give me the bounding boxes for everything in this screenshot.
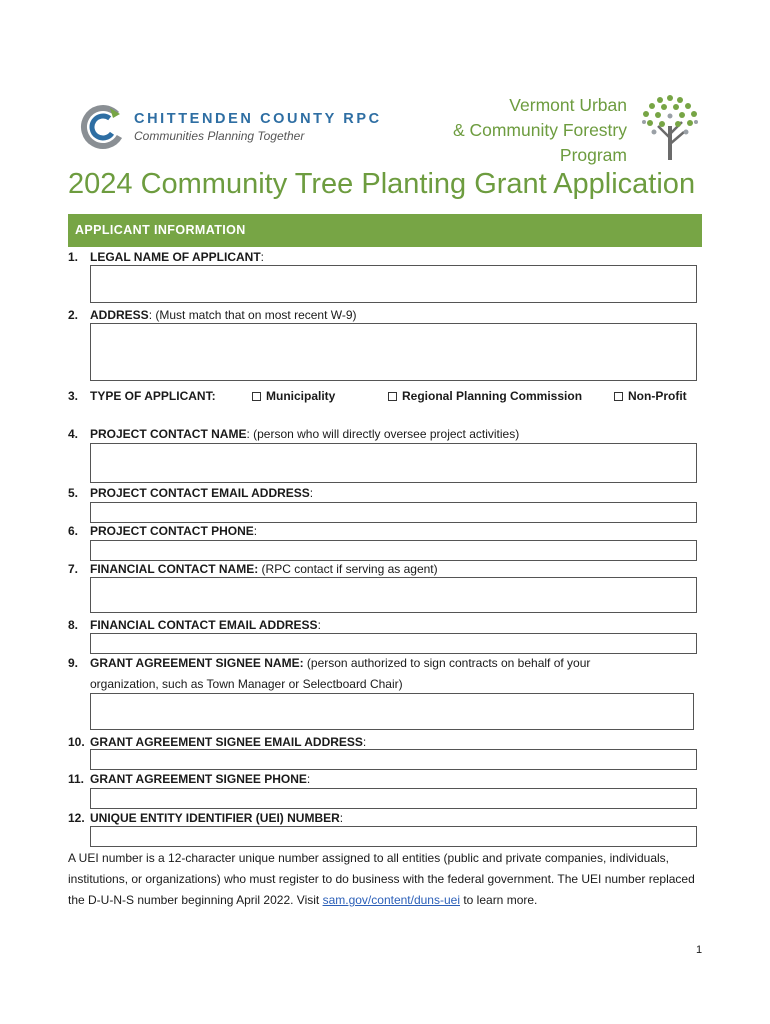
tree-icon <box>638 92 702 162</box>
field-number: 6. <box>68 524 79 538</box>
field-number: 2. <box>68 308 79 322</box>
uei-text-end: to learn more. <box>460 893 538 907</box>
field-label-text: PROJECT CONTACT NAME <box>90 427 247 441</box>
program-line-3: Program <box>559 145 627 165</box>
checkbox-nonprofit[interactable] <box>614 389 687 403</box>
sam-gov-link[interactable]: sam.gov/content/duns-uei <box>322 893 460 907</box>
checkbox-square-icon[interactable] <box>252 392 261 401</box>
project-contact-email-input[interactable] <box>90 502 697 523</box>
field-label-text: UNIQUE ENTITY IDENTIFIER (UEI) NUMBER <box>90 811 340 825</box>
field-note: : <box>339 811 344 825</box>
field-note: : <box>306 772 311 786</box>
checkbox-square-icon[interactable] <box>614 392 623 401</box>
signee-name-input[interactable] <box>90 693 694 730</box>
legal-name-input[interactable] <box>90 265 697 303</box>
uei-explanation <box>68 848 708 911</box>
field-number: 7. <box>68 562 79 576</box>
section-banner: APPLICANT INFORMATION <box>68 214 702 247</box>
field-label-address <box>68 308 357 322</box>
field-note: : (person who will directly oversee project activities) <box>246 427 520 441</box>
field-label-applicant-type <box>68 389 216 403</box>
field-label-text: PROJECT CONTACT EMAIL ADDRESS <box>90 486 310 500</box>
field-label-text: GRANT AGREEMENT SIGNEE EMAIL ADDRESS <box>90 735 363 749</box>
address-input[interactable] <box>90 323 697 381</box>
field-number: 12. <box>68 811 85 825</box>
field-label-signee-email <box>68 735 366 749</box>
checkbox-label: Non-Profit <box>628 389 687 403</box>
field-label-signee-phone <box>68 772 310 786</box>
uei-input[interactable] <box>90 826 697 847</box>
field-number: 4. <box>68 427 79 441</box>
program-line-2: & Community Forestry <box>452 120 627 140</box>
signee-email-input[interactable] <box>90 749 697 770</box>
checkbox-municipality[interactable] <box>252 389 335 403</box>
field-label-project-contact-name <box>68 427 519 441</box>
signee-phone-input[interactable] <box>90 788 697 809</box>
field-label-signee-name <box>68 656 590 670</box>
field-number: 1. <box>68 250 79 264</box>
financial-contact-email-input[interactable] <box>90 633 697 654</box>
field-label-project-contact-email <box>68 486 313 500</box>
field-note-continued: organization, such as Town Manager or Selectboard Chair) <box>90 677 403 691</box>
field-label-text: GRANT AGREEMENT SIGNEE PHONE <box>90 772 307 786</box>
field-note: : <box>309 486 314 500</box>
project-contact-name-input[interactable] <box>90 443 697 483</box>
field-number: 9. <box>68 656 79 670</box>
checkbox-square-icon[interactable] <box>388 392 397 401</box>
field-label-text: ADDRESS <box>90 308 149 322</box>
field-number: 10. <box>68 735 85 749</box>
field-note: : <box>317 618 321 632</box>
field-label-legal-name <box>68 250 264 264</box>
financial-contact-name-input[interactable] <box>90 577 697 613</box>
field-note: : <box>253 524 258 538</box>
field-number: 5. <box>68 486 79 500</box>
field-label-text: GRANT AGREEMENT SIGNEE NAME: <box>90 656 304 670</box>
page-title: 2024 Community Tree Planting Grant Application <box>68 168 696 200</box>
field-label-text: FINANCIAL CONTACT EMAIL ADDRESS <box>90 618 318 632</box>
checkbox-label: Regional Planning Commission <box>402 389 583 403</box>
org-name: CHITTENDEN COUNTY RPC <box>134 111 382 127</box>
field-note: : <box>362 735 367 749</box>
field-number: 3. <box>68 389 79 403</box>
field-label-text: TYPE OF APPLICANT: <box>90 389 216 403</box>
field-note: (RPC contact if serving as agent) <box>258 562 438 576</box>
program-name <box>453 93 627 168</box>
program-line-1: Vermont Urban <box>509 95 627 115</box>
field-label-financial-contact-name <box>68 562 438 576</box>
field-label-text: LEGAL NAME OF APPLICANT <box>90 250 261 264</box>
field-label-project-contact-phone <box>68 524 257 538</box>
org-tagline: Communities Planning Together <box>134 129 305 143</box>
field-label-text: PROJECT CONTACT PHONE <box>90 524 254 538</box>
field-note: : (Must match that on most recent W-9) <box>148 308 357 322</box>
field-note: (person authorized to sign contracts on behalf of your <box>303 656 591 670</box>
project-contact-phone-input[interactable] <box>90 540 697 561</box>
checkbox-rpc[interactable] <box>388 389 582 403</box>
field-label-uei <box>68 811 343 825</box>
checkbox-label: Municipality <box>266 389 336 403</box>
uei-text: A UEI number is a 12-character unique number assigned to all entities (public and private companies, individuals, institutions, or organizations) who must register to do business with the federal government. The UEI number replaced the D-U-N-S number beginning April 2022. Visit <box>68 851 695 907</box>
field-label-financial-contact-email <box>68 618 321 632</box>
field-label-text: FINANCIAL CONTACT NAME: <box>90 562 259 576</box>
ccrpc-logo-icon <box>80 104 126 150</box>
field-number: 8. <box>68 618 79 632</box>
field-number: 11. <box>68 772 85 786</box>
page-number: 1 <box>696 944 703 956</box>
field-note: : <box>260 250 265 264</box>
